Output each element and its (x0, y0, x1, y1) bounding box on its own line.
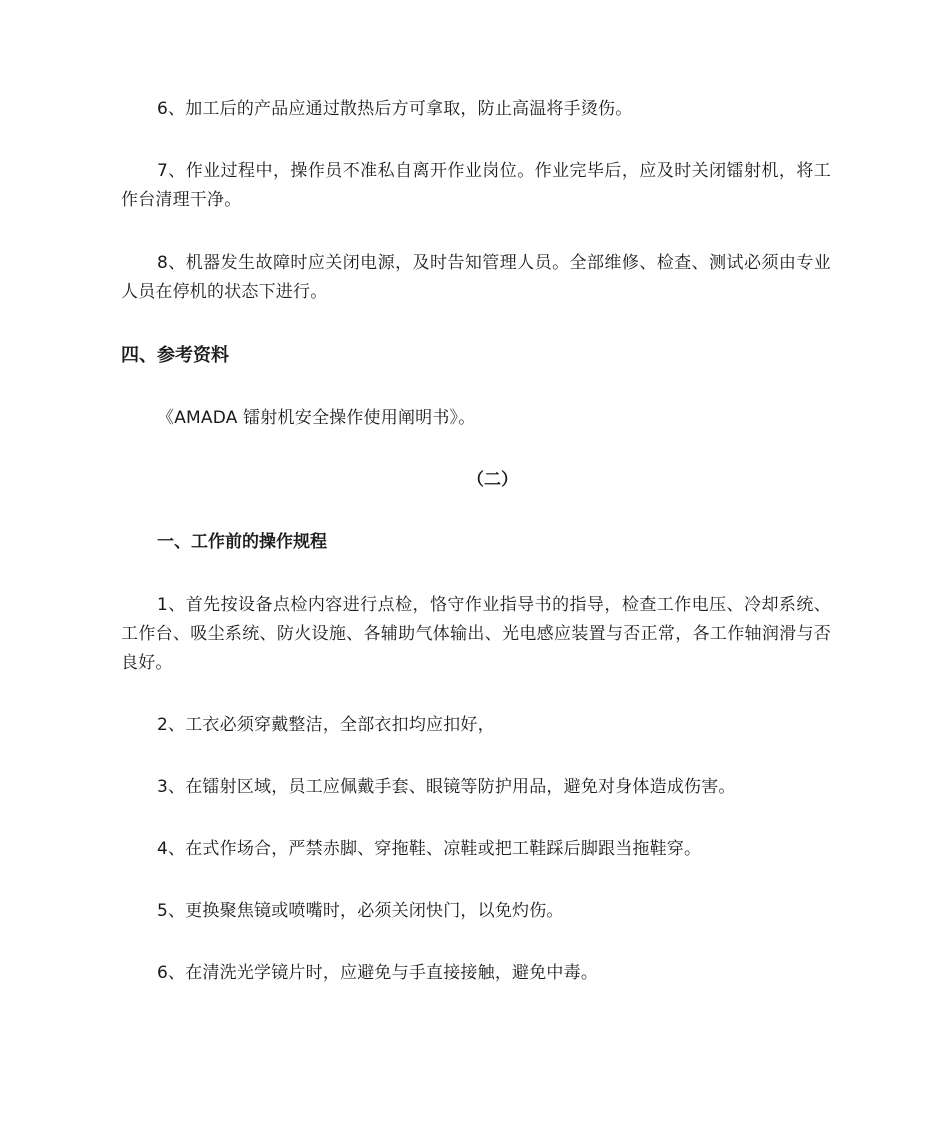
reference-text: 《AMADA 镭射机安全操作使用阐明书》。 (157, 408, 476, 428)
paragraph-item-7: 7、作业过程中，操作员不准私自离开作业岗位。作业完毕后，应及时关闭镭射机，将工作台清理干净。 (121, 161, 831, 210)
paragraph-item-3: 3、在镭射区域，员工应佩戴手套、眼镜等防护用品，避免对身体造成伤害。 (157, 777, 736, 797)
paragraph-item-1: 1、首先按设备点检内容进行点检，恪守作业指导书的指导，检查工作电压、冷却系统、工作台、吸尘系统、防火设施、各辅助气体输出、光电感应装置与否正常，各工作轴润滑与否良好。 (121, 595, 831, 673)
paragraph-item-6: 6、加工后的产品应通过散热后方可拿取，防止高温将手烫伤。 (157, 99, 633, 119)
paragraph-item-4: 4、在式作场合，严禁赤脚、穿拖鞋、凉鞋或把工鞋踩后脚跟当拖鞋穿。 (157, 839, 702, 859)
paragraph-item-5: 5、更换聚焦镜或喷嘴时，必须关闭快门，以免灼伤。 (157, 901, 564, 921)
section-heading-pre-operation: 一、工作前的操作规程 (157, 532, 327, 552)
paragraph-item-8: 8、机器发生故障时应关闭电源，及时告知管理人员。全部维修、检查、测试必须由专业人员在停机的状态下进行。 (121, 253, 831, 302)
section-heading-references: 四、参考资料 (121, 345, 229, 366)
paragraph-item-6b: 6、在清洗光学镜片时，应避免与手直接接触，避免中毒。 (157, 963, 599, 983)
part-title: （二） (467, 470, 518, 490)
paragraph-item-2: 2、工衣必须穿戴整洁，全部衣扣均应扣好， (157, 715, 495, 735)
